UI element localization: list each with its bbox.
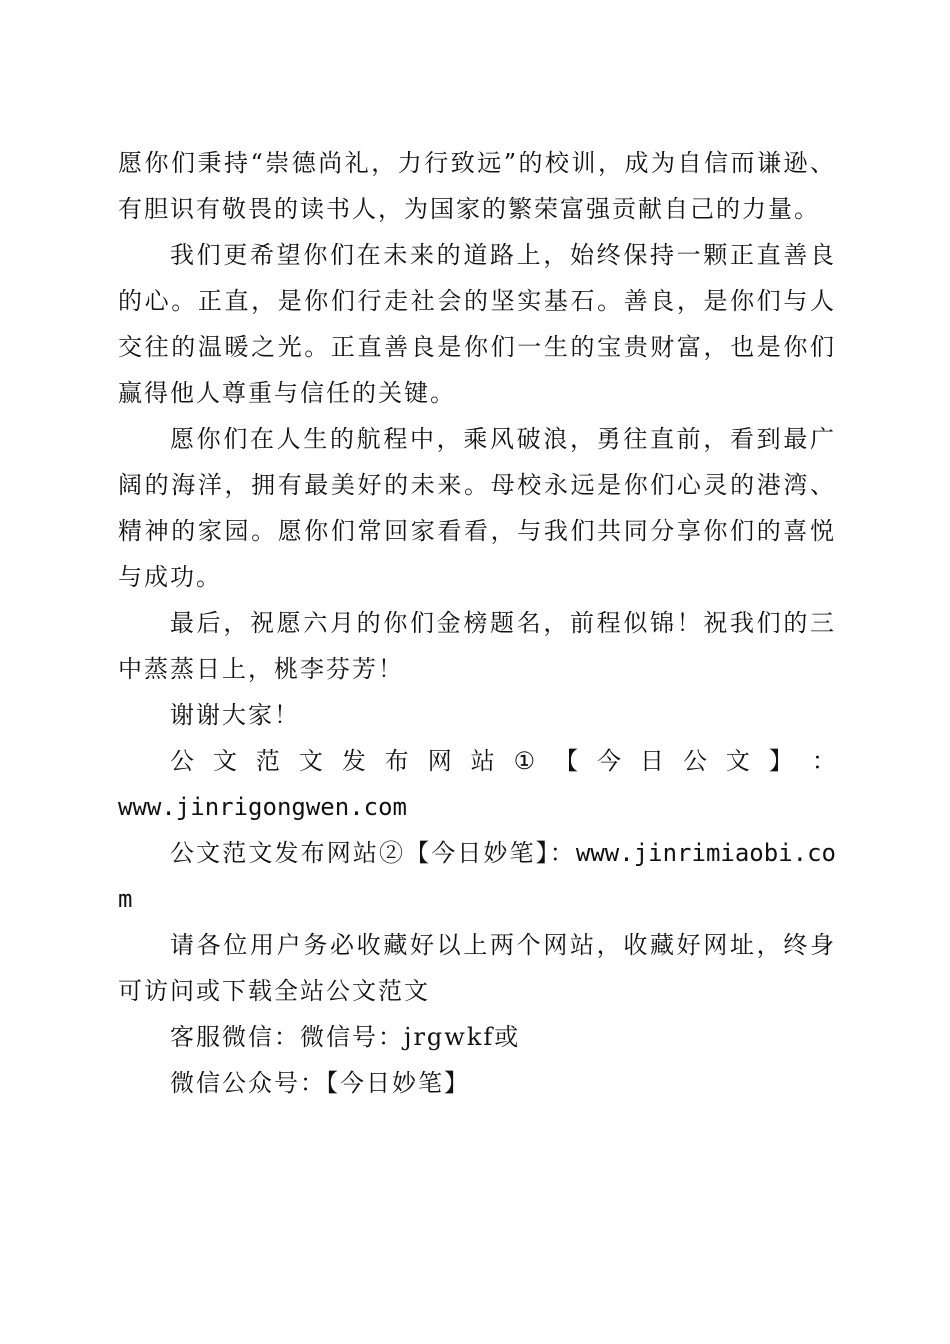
site1-label-line	[118, 738, 836, 784]
wechat-public-account: 微信公众号：【今日妙笔】	[170, 1069, 470, 1097]
site1-label-char: 【	[554, 747, 579, 775]
document-page	[118, 140, 836, 1106]
site1-label-char: 公	[682, 747, 707, 775]
paragraph-blessing: 最后，祝愿六月的你们金榜题名，前程似锦！祝我们的三中蒸蒸日上，桃李芬芳！	[118, 609, 836, 683]
site1-label-char: 站	[470, 747, 495, 775]
paragraph-voyage: 愿你们在人生的航程中，乘风破浪，勇往直前，看到最广阔的海洋，拥有最美好的未来。母校永远是你们心灵的港湾、精神的家园。愿你们常回家看看，与我们共同分享你们的喜悦与成功。	[118, 425, 836, 591]
site1-label-char: 发	[341, 747, 366, 775]
paragraph-school-motto: 愿你们秉持“崇德尚礼，力行致远”的校训，成为自信而谦逊、有胆识有敬畏的读书人，为国家的繁荣富强贡献自己的力量。	[118, 149, 836, 223]
site1-label-char: 今	[597, 747, 622, 775]
bookmark-notice: 请各位用户务必收藏好以上两个网站，收藏好网址，终身可访问或下载全站公文范文	[118, 931, 836, 1005]
site1-label-char: 布	[384, 747, 409, 775]
site1-label-char: 】	[768, 747, 793, 775]
site1-label-char: 网	[427, 747, 452, 775]
site1-label-char: 文	[725, 747, 750, 775]
site1-url[interactable]: www.jinrigongwen.com	[118, 793, 407, 821]
paragraph-thanks: 谢谢大家！	[170, 701, 300, 729]
site2-line	[118, 830, 836, 922]
wechat-service: 客服微信：微信号：jrgwkf或	[170, 1023, 521, 1051]
site1-label-char: ：	[811, 747, 836, 775]
site1-label-char: 范	[255, 747, 280, 775]
paragraph-integrity: 我们更希望你们在未来的道路上，始终保持一颗正直善良的心。正直，是你们行走社会的坚实基石。善良，是你们与人交往的温暖之光。正直善良是你们一生的宝贵财富，也是你们赢得他人尊重与信任的关键。	[118, 241, 836, 407]
site1-label-char: ①	[513, 747, 536, 775]
site2-label: 公文范文发布网站②【今日妙笔】：	[170, 839, 576, 867]
site1-label-char: 公	[170, 747, 194, 775]
site1-label-char: 日	[640, 747, 664, 775]
site1-label-char: 文	[298, 747, 323, 775]
site1-label-char: 文	[212, 747, 237, 775]
site2-url[interactable]: www.jinrimiaobi.com	[118, 839, 836, 913]
